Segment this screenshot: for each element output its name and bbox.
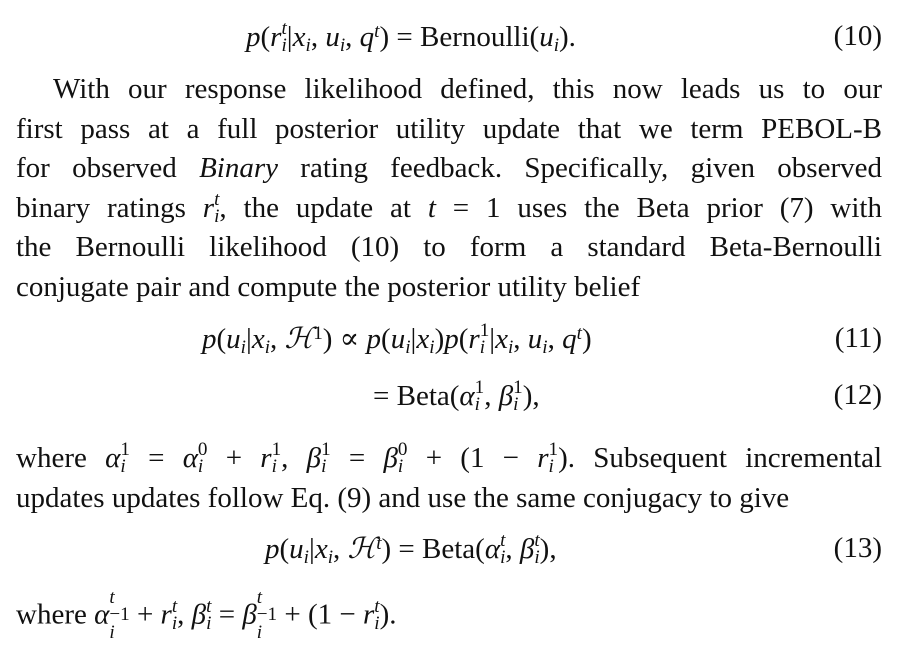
equation-11: $p(u_i|x_i$, ℋ$^1$) ∝ $p(u_i|x_i)p(r$ 1 i $|x_i$, $u_i$, $q^t$): [202, 320, 592, 359]
text-fragment: .: [389, 598, 397, 631]
text-fragment: rating feedback. Specifically, given observed: [278, 152, 882, 184]
text-line: [16, 149, 882, 189]
text-fragment: . Subsequent incremental: [567, 442, 883, 474]
text-fragment: binary ratings: [16, 191, 203, 224]
text-fragment: , the update at: [219, 191, 428, 224]
emphasis-binary: Binary: [199, 152, 279, 184]
text-fragment: uses the Beta prior (7) with: [500, 191, 882, 224]
equation-12: = Beta(α 1 i , β 1 i ),: [373, 377, 540, 416]
paragraph-2: [16, 439, 882, 518]
text-line: updates updates follow Eq. (9) and use the same conjugacy to give: [16, 481, 790, 514]
equation-number-13: (13): [833, 532, 882, 564]
text-fragment: where: [16, 442, 106, 474]
text-line: With our response likelihood defined, this now leads us to our: [53, 73, 882, 105]
equation-number-10: (10): [833, 20, 882, 52]
text-line: where α 1 i = α 0 i + r 1 i , β 1 i = β 0 i + (1 − r 1 i ). Subsequent incremental: [16, 439, 883, 478]
text-line: the Bernoulli likelihood (10) to form a standard Beta-Bernoulli: [16, 231, 882, 263]
paragraph-1: [16, 70, 882, 307]
text-line: first pass at a full posterior utility update that we term PEBOL-B: [16, 112, 882, 145]
paragraph-3: [16, 587, 882, 643]
text-line: where α t −1 i + r t i , β t i = β t −1 i + (1 − r t i ).: [16, 587, 397, 643]
text-fragment: where: [16, 598, 95, 631]
equation-number-12: (12): [833, 379, 882, 411]
text-line: conjugate pair and compute the posterior utility belief: [16, 270, 641, 303]
equation-13: $p(u_i|x_i$, ℋ$^t$) = Beta(α t i , β t i ),: [265, 530, 557, 569]
equation-10: p(r t i $|x_i$, $u_i$, $q^t$) = $Bernoulli(u_i)$.: [246, 18, 576, 57]
text-line: binary ratings r t i , the update at t = 1 uses the Beta prior (7) with: [16, 188, 882, 227]
text-fragment: for observed: [16, 152, 200, 184]
equation-number-11: (11): [834, 322, 882, 354]
